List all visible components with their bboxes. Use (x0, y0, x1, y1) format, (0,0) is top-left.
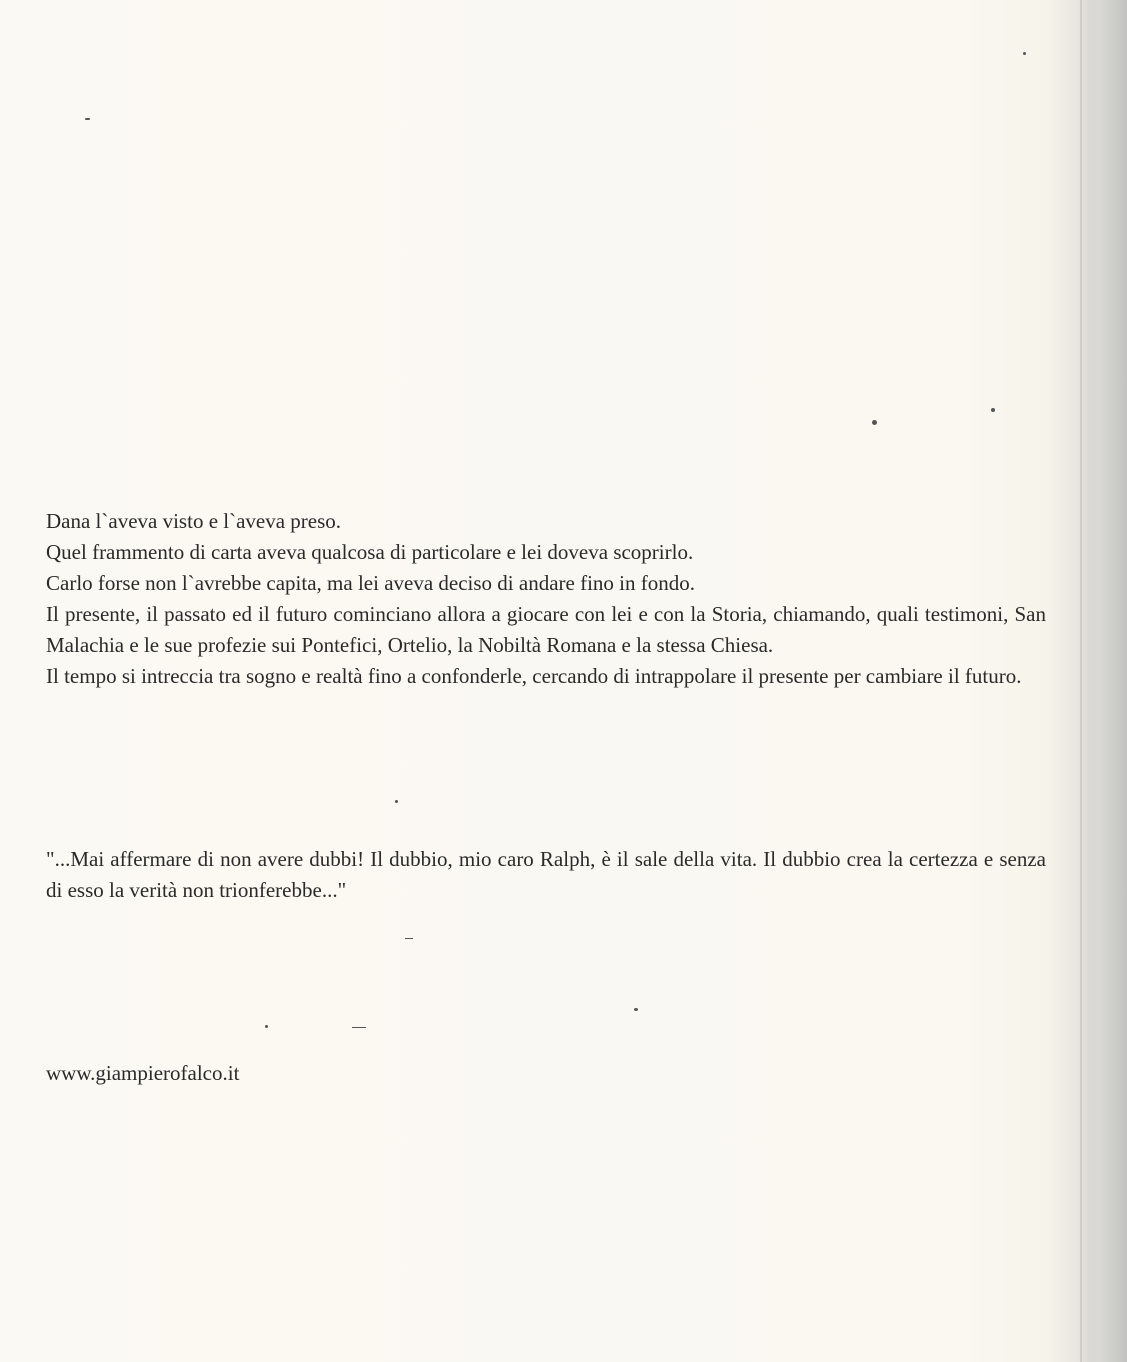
paper-speck (405, 938, 413, 939)
paper-speck (991, 408, 995, 412)
paper-speck (872, 420, 877, 425)
blurb-paragraph: Il tempo si intreccia tra sogno e realtà fino a confonderle, cercando di intrappolare il presente per cambiare il futuro. (46, 664, 1022, 688)
paper-speck (395, 800, 398, 803)
blurb-line: Quel frammento di carta aveva qualcosa di particolare e lei doveva scoprirlo. (46, 540, 694, 564)
paper-speck (265, 1025, 268, 1028)
paper-speck (85, 118, 90, 120)
page-edge-shadow (1081, 0, 1127, 1362)
paper-speck (352, 1027, 366, 1028)
blurb-text (46, 506, 1046, 692)
quote-text: "...Mai affermare di non avere dubbi! Il dubbio, mio caro Ralph, è il sale della vita. Il dubbio crea la certezza e senza di esso la verità non trionferebbe..." (46, 847, 1046, 902)
blurb-paragraph: Il presente, il passato ed il futuro cominciano allora a giocare con lei e con la Storia, chiamando, quali testimoni, San Malachia e le sue profezie sui Pontefici, Ortelio, la Nobiltà Romana e la stessa Chiesa. (46, 602, 1046, 657)
paper-speck (634, 1008, 638, 1011)
blurb-line: Carlo forse non l`avrebbe capita, ma lei aveva deciso di andare fino in fondo. (46, 571, 696, 595)
paper-speck (1023, 52, 1026, 55)
blurb-line: Dana l`aveva visto e l`aveva preso. (46, 509, 342, 533)
website-link[interactable]: www.giampierofalco.it (46, 1061, 240, 1085)
